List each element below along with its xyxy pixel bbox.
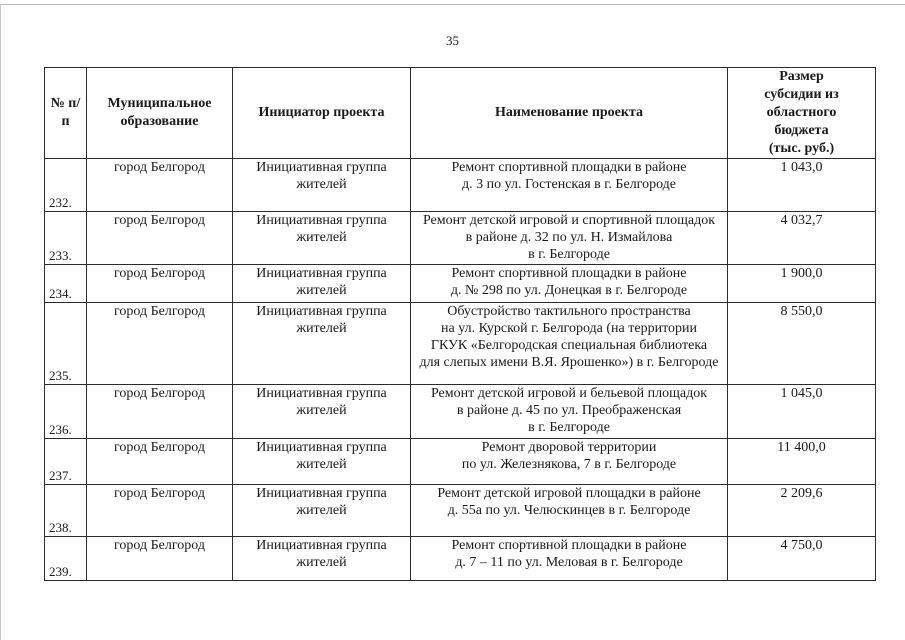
row-municipality: город Белгород (87, 385, 233, 439)
row-project-line: д. 3 по ул. Гостенская в г. Белгороде (461, 177, 677, 192)
row-project (411, 439, 728, 485)
row-initiator-line: жителей (296, 283, 347, 298)
scan-border-top (0, 4, 905, 5)
table-row (45, 537, 876, 581)
row-project (411, 159, 728, 212)
row-initiator-line: Инициативная группа (256, 386, 387, 401)
subsidy-table (44, 67, 876, 581)
table-row (45, 303, 876, 385)
row-initiator-line: жителей (296, 457, 347, 472)
header-municipality: Муниципальное образование (87, 68, 233, 159)
row-project-line: в районе д. 32 по ул. Н. Измайлова (465, 230, 673, 245)
row-amount: 1 900,0 (728, 265, 876, 303)
row-initiator-line: жителей (296, 321, 347, 336)
row-project (411, 485, 728, 537)
row-project-line: Ремонт детской игровой площадки в районе (437, 486, 701, 501)
header-initiator: Инициатор проекта (233, 68, 411, 159)
row-project-line: Ремонт дворовой территории (481, 440, 657, 455)
row-number: 232. (45, 159, 87, 212)
row-municipality: город Белгород (87, 212, 233, 265)
row-initiator (233, 265, 411, 303)
row-municipality: город Белгород (87, 159, 233, 212)
row-project-line: Ремонт спортивной площадки в районе (451, 538, 687, 553)
row-project-line: по ул. Железнякова, 7 в г. Белгороде (461, 457, 677, 472)
row-initiator-line: Инициативная группа (256, 266, 387, 281)
row-amount: 4 032,7 (728, 212, 876, 265)
row-project-line: в районе д. 45 по ул. Преображенская (456, 403, 682, 418)
row-initiator-line: жителей (296, 403, 347, 418)
row-project (411, 303, 728, 385)
table-row (45, 439, 876, 485)
row-project-line: Обустройство тактильного пространства (447, 304, 691, 319)
header-num: № п/п (45, 68, 87, 159)
row-number: 239. (45, 537, 87, 581)
header-subsidy-line: бюджета (774, 123, 829, 138)
row-initiator (233, 485, 411, 537)
row-initiator-line: жителей (296, 177, 347, 192)
row-amount: 1 043,0 (728, 159, 876, 212)
row-project-line: Ремонт детской игровой и спортивной площадок (422, 213, 716, 228)
table-row (45, 159, 876, 212)
row-number: 234. (45, 265, 87, 303)
row-project (411, 385, 728, 439)
table-row (45, 212, 876, 265)
row-amount: 11 400,0 (728, 439, 876, 485)
header-subsidy (728, 68, 876, 159)
row-number: 237. (45, 439, 87, 485)
row-initiator-line: Инициативная группа (256, 160, 387, 175)
header-subsidy-line: областного (766, 105, 837, 120)
row-number: 236. (45, 385, 87, 439)
row-project-line: Ремонт спортивной площадки в районе (451, 266, 687, 281)
row-amount: 1 045,0 (728, 385, 876, 439)
row-amount: 8 550,0 (728, 303, 876, 385)
header-project: Наименование проекта (411, 68, 728, 159)
header-subsidy-line: Размер (779, 69, 824, 84)
row-project-line: ГКУК «Белгородская специальная библиотека (430, 338, 708, 353)
table-row (45, 485, 876, 537)
row-project (411, 212, 728, 265)
row-project-line: в г. Белгороде (528, 420, 610, 435)
row-initiator-line: Инициативная группа (256, 304, 387, 319)
row-amount: 4 750,0 (728, 537, 876, 581)
row-amount: 2 209,6 (728, 485, 876, 537)
row-initiator-line: жителей (296, 555, 347, 570)
row-initiator-line: Инициативная группа (256, 440, 387, 455)
row-initiator-line: жителей (296, 503, 347, 518)
row-number: 235. (45, 303, 87, 385)
row-project-line: в г. Белгороде (528, 247, 610, 262)
row-project-line: д. 7 – 11 по ул. Меловая в г. Белгороде (455, 555, 683, 570)
row-initiator (233, 439, 411, 485)
row-project-line: для слепых имени В.Я. Ярошенко») в г. Белгороде (419, 355, 719, 370)
row-municipality: город Белгород (87, 485, 233, 537)
row-initiator (233, 159, 411, 212)
table-row (45, 385, 876, 439)
row-number: 233. (45, 212, 87, 265)
row-project-line: Ремонт спортивной площадки в районе (451, 160, 687, 175)
row-initiator (233, 303, 411, 385)
row-municipality: город Белгород (87, 303, 233, 385)
header-subsidy-line: субсидии из (764, 87, 839, 102)
row-municipality: город Белгород (87, 537, 233, 581)
row-project-line: д. 55а по ул. Челюскинцев в г. Белгороде (447, 503, 691, 518)
page-number: 35 (446, 33, 459, 48)
row-project-line: на ул. Курской г. Белгорода (на территории (441, 321, 697, 336)
row-number: 238. (45, 485, 87, 537)
row-project-line: Ремонт детской игровой и бельевой площадок (430, 386, 708, 401)
row-initiator (233, 537, 411, 581)
row-initiator-line: жителей (296, 230, 347, 245)
row-initiator-line: Инициативная группа (256, 486, 387, 501)
table-row (45, 265, 876, 303)
row-initiator (233, 385, 411, 439)
row-project (411, 265, 728, 303)
row-initiator-line: Инициативная группа (256, 538, 387, 553)
scan-border-left (0, 4, 1, 640)
row-project-line: д. № 298 по ул. Донецкая в г. Белгороде (450, 283, 688, 298)
row-initiator (233, 212, 411, 265)
header-subsidy-line: (тыс. руб.) (768, 141, 835, 156)
table-header-row (45, 68, 876, 159)
row-initiator-line: Инициативная группа (256, 213, 387, 228)
row-municipality: город Белгород (87, 439, 233, 485)
row-municipality: город Белгород (87, 265, 233, 303)
row-project (411, 537, 728, 581)
